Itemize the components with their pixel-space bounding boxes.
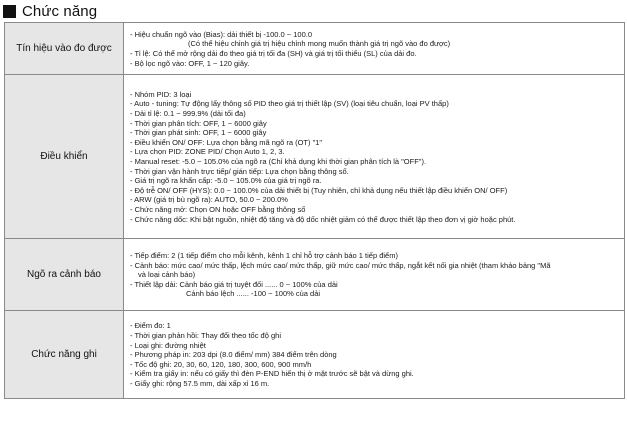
spec-line: - Bộ lọc ngõ vào: OFF, 1 ~ 120 giây. [130,58,250,68]
spec-line: - Kiểm tra giấy in: nếu có giấy thì đèn P-END hiển thị ở mặt trước sẽ bật và dừng ghi. [130,369,414,379]
row-label: Tín hiệu vào đo được [5,23,124,75]
spec-line: - Loại ghi: đường nhiệt [130,340,206,350]
spec-line: - Tiếp điểm: 2 (1 tiếp điểm cho mỗi kênh, kênh 1 chỉ hỗ trợ cảnh báo 1 tiếp điểm) [130,251,398,261]
spec-line: - Lựa chọn PID: ZONE PID/ Chọn Auto 1, 2, 3. [130,147,285,157]
row-label: Điều khiển [5,75,124,239]
spec-line: - Thời gian phản hồi: Thay đổi theo tốc độ ghi [130,331,281,341]
table-row [5,75,625,239]
table-row [5,239,625,311]
page-title: Chức năng [22,2,98,20]
row-label: Ngõ ra cảnh báo [5,239,124,311]
spec-line: (Có thể hiệu chỉnh giá trị hiệu chỉnh mong muốn thành giá trị ngõ vào đo được) [188,39,451,49]
spec-line: - Chức năng mở: Chọn ON hoặc OFF bằng thông số [130,204,306,214]
spec-line: - ARW (giá trị bù ngõ ra): AUTO, 50.0 ~ 200.0% [130,195,288,205]
spec-line: - Giá trị ngõ ra khẩn cấp: -5.0 ~ 105.0% của giá trị ngõ ra. [130,176,322,186]
row-content [124,311,625,399]
square-bullet-icon [3,5,16,18]
section-title [3,2,97,20]
row-content [124,239,625,311]
spec-line: - Thiết lập dải: Cảnh báo giá trị tuyệt đối ...... 0 ~ 100% của dải [130,279,338,289]
spec-line: - Cảnh báo: mức cao/ mức thấp, lệch mức cao/ mức thấp, giữ mức cao/ mức thấp, ngắt kết nối gia nhiệt (tham khảo bảng "Mã [130,260,551,270]
spec-line: - Hiệu chuẩn ngõ vào (Bias): dải thiết bị -100.0 ~ 100.0 [130,29,312,39]
spec-line: - Thời gian vận hành trực tiếp/ gián tiếp: Lựa chọn bằng thông số. [130,166,349,176]
table-row [5,311,625,399]
spec-line: Cảnh báo lệch ...... -100 ~ 100% của dải [186,289,321,299]
spec-line: - Thời gian phân tích: OFF, 1 ~ 6000 giây [130,118,267,128]
row-content [124,23,625,75]
spec-line: - Thời gian phát sinh: OFF, 1 ~ 6000 giây [130,128,267,138]
function-spec-table [4,22,625,399]
row-content [124,75,625,239]
spec-line: - Nhóm PID: 3 loại [130,89,192,99]
spec-line: - Dải tỉ lệ: 0.1 ~ 999.9% (dải tối đa) [130,109,246,119]
spec-line: - Giấy ghi: rộng 57.5 mm, dài xấp xỉ 16 m. [130,378,270,388]
spec-line: - Điểm đo: 1 [130,321,171,331]
spec-line: - Tốc độ ghi: 20, 30, 60, 120, 180, 300, 600, 900 mm/h [130,359,312,369]
spec-line: - Auto - tuning: Tự động lấy thông số PID theo giá trị thiết lập (SV) (loại tiêu chuẩn, loại PV thấp) [130,99,449,109]
spec-line: và loại cảnh báo) [138,270,196,280]
spec-line: - Phương pháp in: 203 dpi (8.0 điểm/ mm) 384 điểm trên dòng [130,350,337,360]
spec-line: - Tỉ lệ: Có thể mở rộng dải đo theo giá trị tối đa (SH) và giá trị tối thiểu (SL) của dải đo. [130,49,417,58]
table-row [5,23,625,75]
spec-line: - Độ trễ ON/ OFF (HYS): 0.0 ~ 100.0% của dải thiết bị (Tuy nhiên, chỉ khả dụng nếu thiết lập điều khiển ON/ OFF) [130,185,508,195]
row-label: Chức năng ghi [5,311,124,399]
spec-line: - Điều khiển ON/ OFF: Lựa chọn bằng mã ngõ ra (OT) "1" [130,137,323,147]
spec-line: - Chức năng dốc: Khi bật nguồn, nhiệt độ tăng và độ dốc nhiệt giảm có thể được thiết lập theo đơn vị giờ hoặc phút. [130,214,516,224]
spec-line: - Manual reset: -5.0 ~ 105.0% của ngõ ra (Chỉ khả dụng khi thời gian phân tích là "OFF"). [130,157,427,166]
